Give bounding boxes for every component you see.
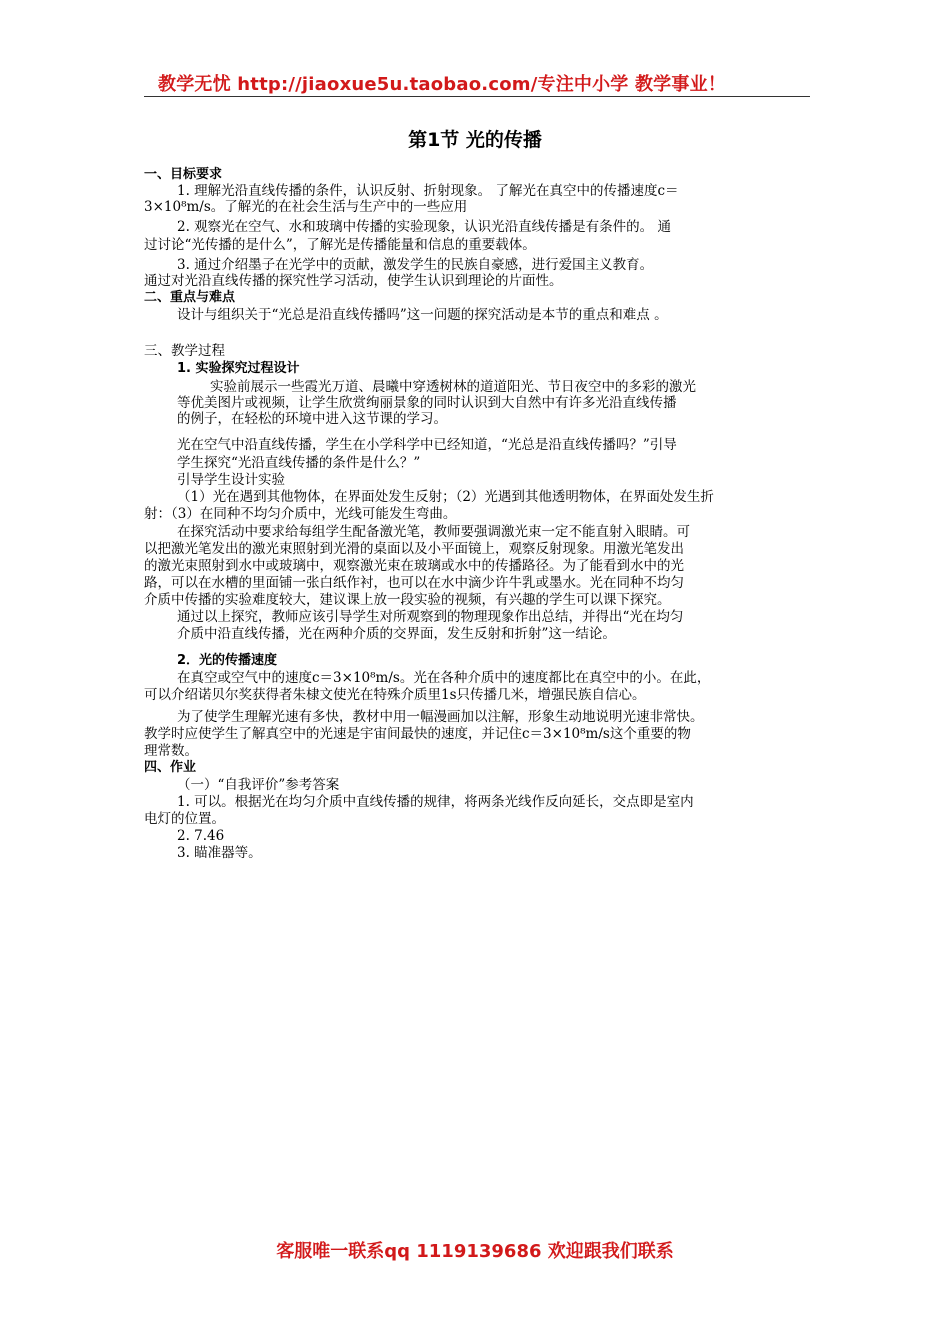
paragraph-line: 电灯的位置。 — [144, 811, 225, 827]
paragraph-line: 在真空或空气中的速度c＝3×10⁸m/s。光在各种介质中的速度都比在真空中的小。在此， — [177, 670, 711, 686]
paragraph-line: 3. 通过介绍墨子在光学中的贡献，激发学生的民族自豪感，进行爱国主义教育。 — [177, 257, 654, 273]
paragraph-line: 实验前展示一些霞光万道、晨曦中穿透树林的道道阳光、节日夜空中的多彩的激光 — [210, 379, 696, 395]
page-header — [144, 70, 810, 97]
paragraph-line: 2. 观察光在空气、水和玻璃中传播的实验现象，认识光沿直线传播是有条件的。 通 — [177, 219, 671, 235]
subsection-heading-experiment: 1. 实验探究过程设计 — [177, 361, 300, 376]
paragraph-line: 3×10⁸m/s。了解光的在社会生活与生产中的一些应用 — [144, 199, 468, 215]
paragraph-line: 学生探究“光沿直线传播的条件是什么？” — [177, 455, 421, 471]
paragraph-line: 的例子，在轻松的环境中进入这节课的学习。 — [177, 411, 447, 427]
paragraph-line: 通过以上探究，教师应该引导学生对所观察到的物理现象作出总结，并得出“光在均匀 — [177, 609, 684, 625]
paragraph-line: 可以介绍诺贝尔奖获得者朱棣文使光在特殊介质里1s只传播几米，增强民族自信心。 — [144, 687, 646, 703]
paragraph-line: 的激光束照射到水中或玻璃中，观察激光束在玻璃或水中的传播路径。为了能看到水中的光 — [144, 558, 684, 574]
section-heading-process: 三、教学过程 — [144, 343, 225, 359]
paragraph-line: 1. 理解光沿直线传播的条件，认识反射、折射现象。 了解光在真空中的传播速度c＝ — [177, 183, 679, 199]
page-footer: 客服唯一联系qq 1119139686 欢迎跟我们联系 — [276, 1241, 674, 1262]
paragraph-line: 介质中沿直线传播，光在两种介质的交界面，发生反射和折射”这一结论。 — [177, 626, 616, 642]
paragraph-line: 1. 可以。根据光在均匀介质中直线传播的规律，将两条光线作反向延长，交点即是室内 — [177, 794, 694, 810]
section-heading-key-points: 二、重点与难点 — [144, 290, 236, 305]
document-title: 第1节 光的传播 — [408, 129, 542, 151]
paragraph-line: 射：（3）在同种不均匀介质中，光线可能发生弯曲。 — [144, 506, 457, 522]
paragraph-line: 在探究活动中要求给每组学生配备激光笔，教师要强调激光束一定不能直射入眼睛。可 — [177, 524, 690, 540]
paragraph-line: 设计与组织关于“光总是沿直线传播吗”这一问题的探究活动是本节的重点和难点 。 — [177, 307, 668, 323]
paragraph-line: 教学时应使学生了解真空中的光速是宇宙间最快的速度，并记住c＝3×10⁸m/s这个重要的物 — [144, 726, 691, 742]
section-heading-goals: 一、目标要求 — [144, 167, 223, 182]
paragraph-line: 2. 7.46 — [177, 828, 225, 844]
section-heading-homework: 四、作业 — [144, 760, 197, 775]
paragraph-line: 为了使学生理解光速有多快，教材中用一幅漫画加以注解，形象生动地说明光速非常快。 — [177, 709, 704, 725]
paragraph-line: 光在空气中沿直线传播，学生在小学科学中已经知道，“光总是沿直线传播吗？”引导 — [177, 437, 677, 453]
paragraph-line: （1）光在遇到其他物体，在界面处发生反射；（2）光遇到其他透明物体，在界面处发生折 — [177, 489, 714, 505]
paragraph-line: 通过对光沿直线传播的探究性学习活动，使学生认识到理论的片面性。 — [144, 273, 563, 289]
paragraph-line: 等优美图片或视频，让学生欣赏绚丽景象的同时认识到大自然中有许多光沿直线传播 — [177, 395, 677, 411]
subsection-heading-speed: 2．光的传播速度 — [177, 653, 278, 668]
paragraph-line: 路，可以在水槽的里面铺一张白纸作衬，也可以在水中滴少许牛乳或墨水。光在同种不均匀 — [144, 575, 684, 591]
paragraph-line: 理常数。 — [144, 743, 198, 759]
paragraph-line: （一）“自我评价”参考答案 — [177, 777, 340, 793]
paragraph-line: 以把激光笔发出的激光束照射到光滑的桌面以及小平面镜上，观察反射现象。用激光笔发出 — [144, 541, 684, 557]
paragraph-line: 3. 瞄准器等。 — [177, 845, 262, 861]
header-text: 教学无忧 http://jiaoxue5u.taobao.com/专注中小学 教学事业！ — [158, 74, 726, 95]
paragraph-line: 引导学生设计实验 — [177, 472, 285, 488]
paragraph-line: 过讨论“光传播的是什么”，了解光是传播能量和信息的重要载体。 — [144, 237, 536, 253]
paragraph-line: 介质中传播的实验难度较大，建议课上放一段实验的视频，有兴趣的学生可以课下探究。 — [144, 592, 671, 608]
